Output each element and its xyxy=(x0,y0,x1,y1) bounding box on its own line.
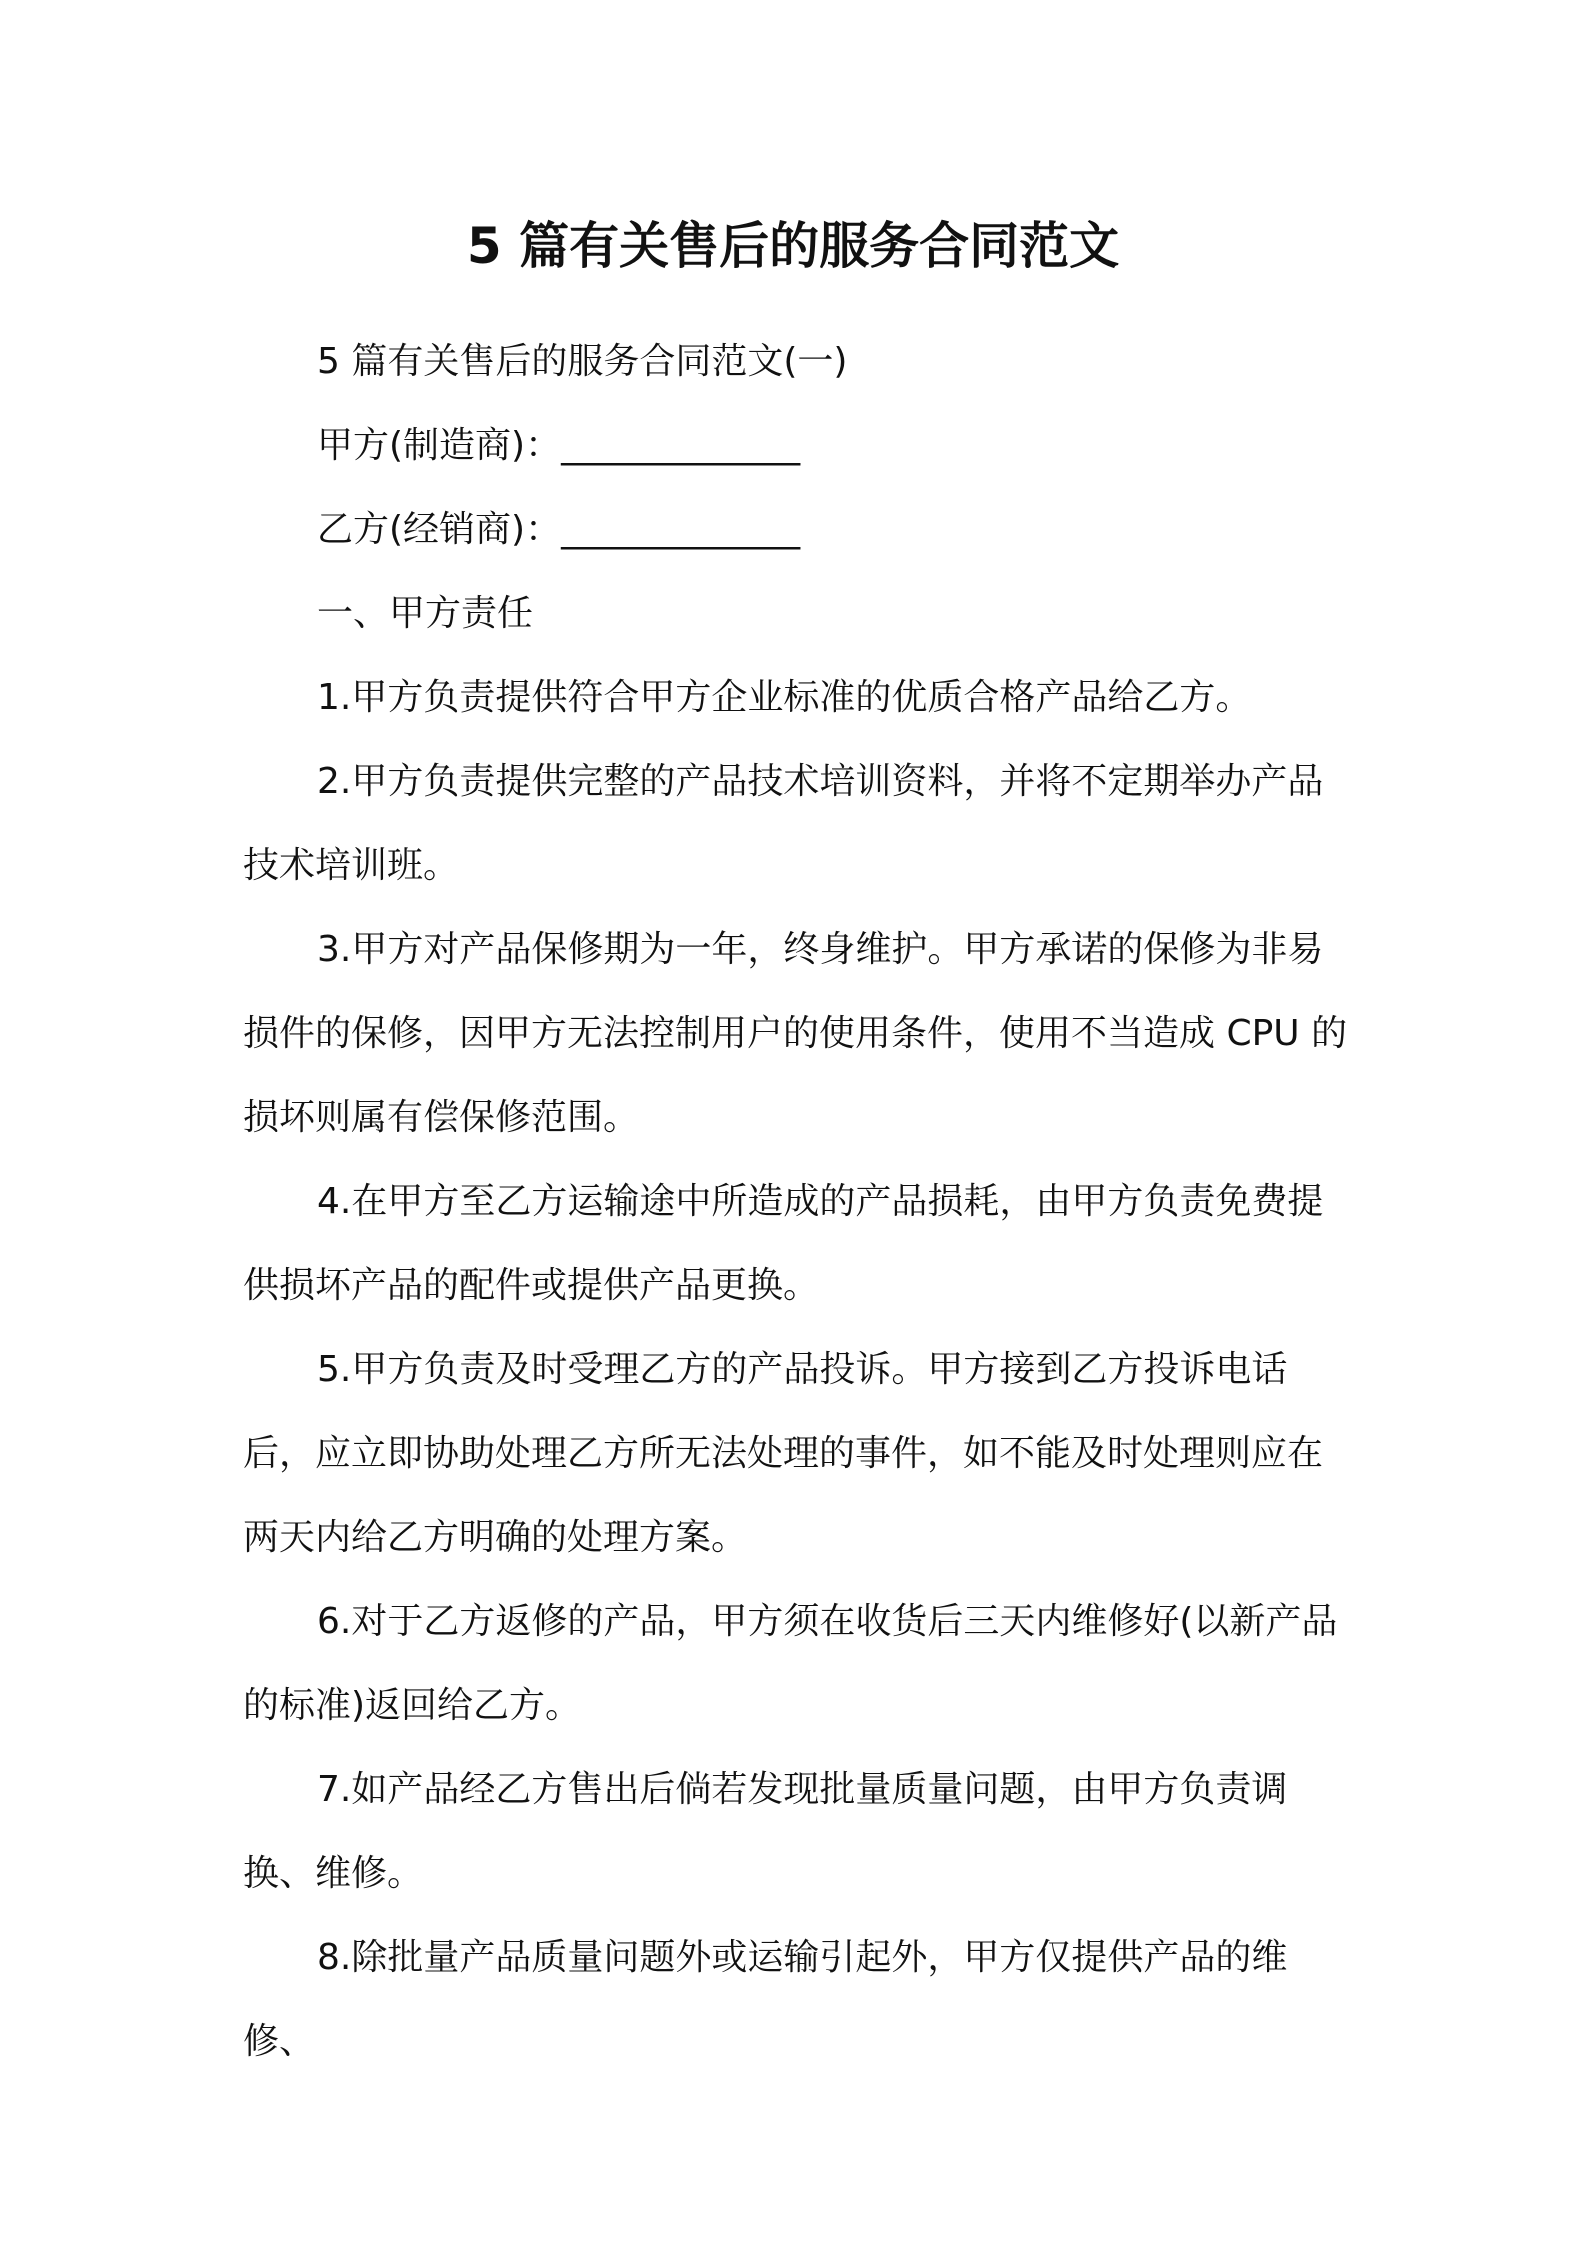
document-body xyxy=(243,320,1355,2084)
party-a-label: 甲方(制造商)： xyxy=(317,425,562,466)
party-b-label: 乙方(经销商)： xyxy=(317,509,562,550)
clause-paragraph: 7.如产品经乙方售出后倘若发现批量质量问题，由甲方负责调换、维修。 xyxy=(243,1769,1288,1894)
party-b-blank: ______________ xyxy=(561,509,800,550)
clause-paragraph: 8.除批量产品质量问题外或运输引起外，甲方仅提供产品的维修、 xyxy=(243,1937,1288,2062)
party-a-line xyxy=(243,404,1355,488)
section-heading: 一、甲方责任 xyxy=(317,593,534,634)
party-a-blank: ______________ xyxy=(561,425,800,466)
party-b-line xyxy=(243,488,1355,572)
document-subtitle: 5 篇有关售后的服务合同范文(一) xyxy=(317,341,848,382)
clause-paragraph: 6.对于乙方返修的产品，甲方须在收货后三天内维修好(以新产品的标准)返回给乙方。 xyxy=(243,1601,1338,1726)
document-title: 5 篇有关售后的服务合同范文 xyxy=(466,217,1120,275)
clause-paragraph: 2.甲方负责提供完整的产品技术培训资料，并将不定期举办产品技术培训班。 xyxy=(243,761,1324,886)
clause-paragraph: 1.甲方负责提供符合甲方企业标准的优质合格产品给乙方。 xyxy=(317,677,1252,718)
clause-paragraph: 5.甲方负责及时受理乙方的产品投诉。甲方接到乙方投诉电话后，应立即协助处理乙方所无法处理的事件，如不能及时处理则应在两天内给乙方明确的处理方案。 xyxy=(243,1349,1324,1558)
clause-paragraph: 4.在甲方至乙方运输途中所造成的产品损耗，由甲方负责免费提供损坏产品的配件或提供产品更换。 xyxy=(243,1181,1324,1306)
clause-paragraph: 3.甲方对产品保修期为一年，终身维护。甲方承诺的保修为非易损件的保修，因甲方无法控制用户的使用条件，使用不当造成 CPU 的损坏则属有偿保修范围。 xyxy=(243,929,1348,1138)
